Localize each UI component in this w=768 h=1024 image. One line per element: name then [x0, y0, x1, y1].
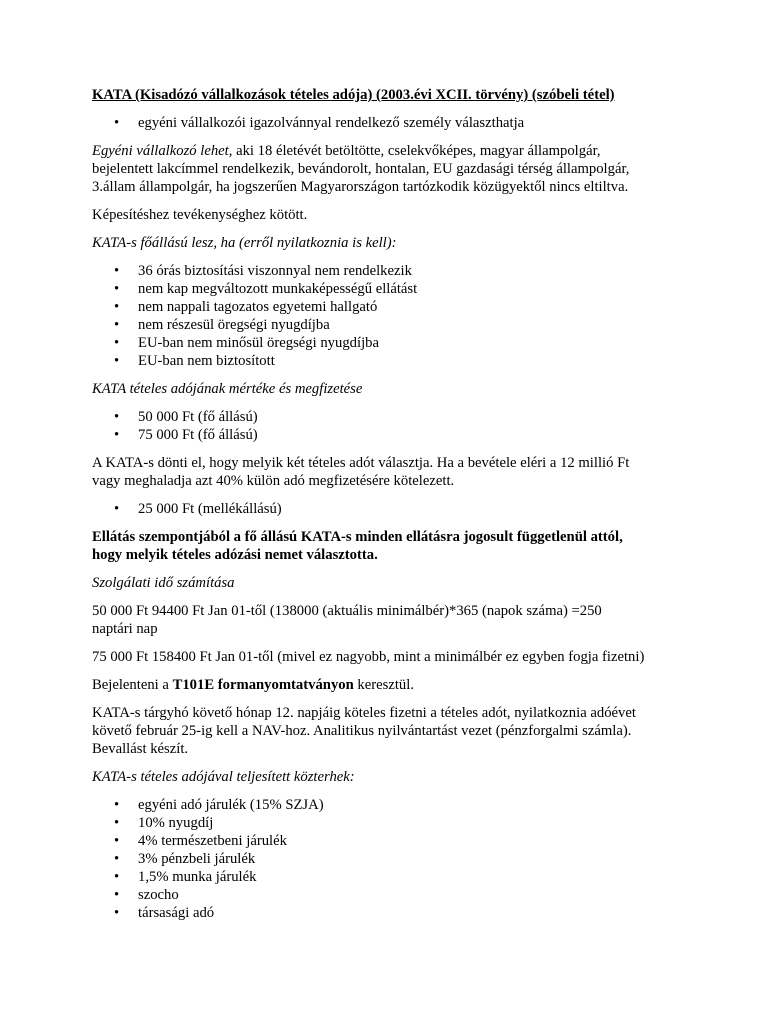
- burdens-heading: KATA-s tételes adójával teljesített közterhek:: [92, 769, 355, 785]
- burdens-list: [92, 796, 692, 922]
- list-item: • 50 000 Ft (fő állású): [92, 408, 692, 426]
- list-item: • 25 000 Ft (mellékállású): [92, 500, 692, 518]
- fulltime-heading: KATA-s főállású lesz, ha (erről nyilatkoznia is kell):: [92, 235, 397, 251]
- paragraph-line: Ellátás szempontjából a fő állású KATA-s minden ellátásra jogosult függetlenül attól,: [92, 529, 623, 545]
- document-body: [92, 86, 692, 932]
- list-item: • 10% nyugdíj: [92, 814, 692, 832]
- eligibility-lead: Egyéni vállalkozó lehet,: [92, 143, 233, 159]
- list-item: • szocho: [92, 886, 692, 904]
- list-item: • nem részesül öregségi nyugdíjba: [92, 316, 692, 334]
- list-item: • 36 órás biztosítási viszonnyal nem rendelkezik: [92, 262, 692, 280]
- list-item: • 75 000 Ft (fő állású): [92, 426, 692, 444]
- registration-text: Bejelenteni a: [92, 677, 173, 693]
- paragraph-line: 3.állam állampolgár, ha jogszerűen Magyarországon tartózkodik közügyektől nincs eltiltva.: [92, 179, 629, 195]
- list-item: • társasági adó: [92, 904, 692, 922]
- payment-paragraph: [92, 704, 692, 758]
- paragraph-line: 50 000 Ft 94400 Ft Jan 01-től (138000 (aktuális minimálbér)*365 (napok száma) =250: [92, 603, 602, 619]
- service-time-75-paragraph: 75 000 Ft 158400 Ft Jan 01-től (mivel ez nagyobb, mint a minimálbér ez egyben fogja fizetni): [92, 649, 645, 665]
- list-item: • 4% természetbeni járulék: [92, 832, 692, 850]
- list-item: • egyéni vállalkozói igazolvánnyal rendelkező személy választhatja: [92, 114, 692, 132]
- tax-heading: KATA tételes adójának mértéke és megfizetése: [92, 381, 363, 397]
- paragraph-line: Bevallást készít.: [92, 741, 189, 757]
- benefits-paragraph: [92, 528, 692, 564]
- list-item: • 1,5% munka járulék: [92, 868, 692, 886]
- registration-text: keresztül.: [353, 677, 414, 693]
- part-time-amounts-list: [92, 500, 692, 518]
- registration-paragraph: [92, 676, 692, 694]
- paragraph-line: KATA-s tárgyhó követő hónap 12. napjáig köteles fizetni a tételes adót, nyilatkoznia adóévet: [92, 705, 636, 721]
- list-item: • egyéni adó járulék (15% SZJA): [92, 796, 692, 814]
- paragraph-line: [92, 142, 692, 160]
- paragraph-line: vagy meghaladja azt 40% külön adó megfizetésére kötelezett.: [92, 473, 455, 489]
- tax-choice-paragraph: [92, 454, 692, 490]
- document-title: KATA (Kisadózó vállalkozások tételes adója) (2003.évi XCII. törvény) (szóbeli tétel): [92, 87, 615, 103]
- eligibility-paragraph: [92, 142, 692, 196]
- list-item: • nem nappali tagozatos egyetemi hallgató: [92, 298, 692, 316]
- service-time-50-paragraph: [92, 602, 692, 638]
- service-time-heading: Szolgálati idő számítása: [92, 575, 235, 591]
- list-item: • 3% pénzbeli járulék: [92, 850, 692, 868]
- paragraph-line: A KATA-s dönti el, hogy melyik két tételes adót választja. Ha a bevétele eléri a 12 millió Ft: [92, 455, 630, 471]
- paragraph-line: hogy melyik tételes adózási nemet választotta.: [92, 547, 378, 563]
- paragraph-line: naptári nap: [92, 621, 158, 637]
- qualification-paragraph: Képesítéshez tevékenységhez kötött.: [92, 207, 308, 223]
- tax-amounts-list: [92, 408, 692, 444]
- list-item: • EU-ban nem minősül öregségi nyugdíjba: [92, 334, 692, 352]
- paragraph-line: követő február 25-ig kell a NAV-hoz. Analitikus nyilvántartást vezet (pénzforgalmi számla).: [92, 723, 632, 739]
- list-item: • EU-ban nem biztosított: [92, 352, 692, 370]
- registration-form-name: T101E formanyomtatványon: [172, 677, 354, 693]
- list-item: • nem kap megváltozott munkaképességű ellátást: [92, 280, 692, 298]
- fulltime-conditions-list: [92, 262, 692, 370]
- eligibility-text: aki 18 életévét betöltötte, cselekvőképes, magyar állampolgár,: [232, 143, 601, 159]
- intro-bullet-list: [92, 114, 692, 132]
- paragraph-line: bejelentett lakcímmel rendelkezik, bevándorolt, hontalan, EU gazdasági térség állampolgár,: [92, 161, 630, 177]
